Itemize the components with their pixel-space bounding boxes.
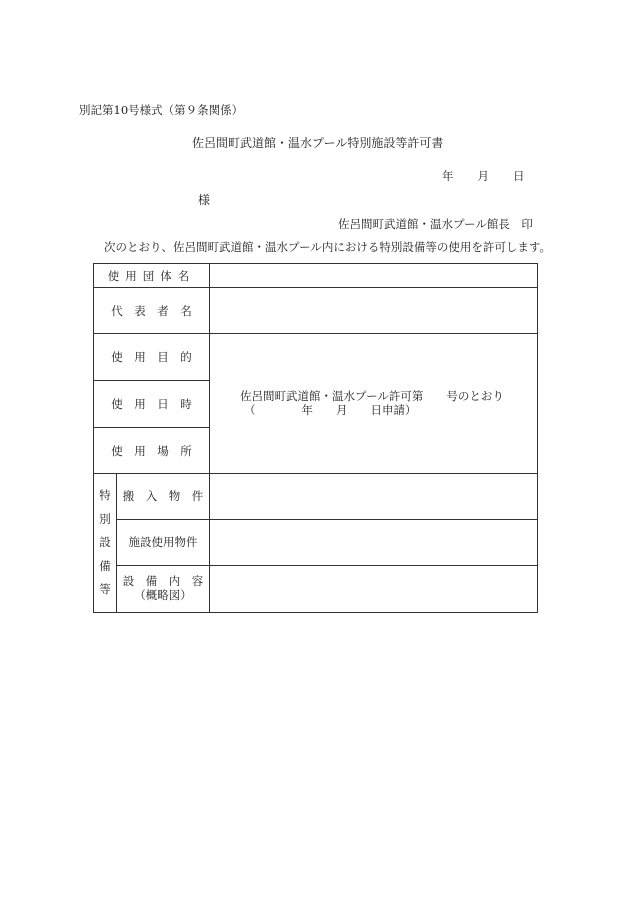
special-char-3: 設 xyxy=(99,535,111,550)
special-char-2: 別 xyxy=(99,511,111,526)
field-carry-in[interactable] xyxy=(210,474,538,520)
field-representative[interactable] xyxy=(210,288,538,334)
field-purpose-datetime-place[interactable] xyxy=(210,334,538,474)
field-org-name[interactable] xyxy=(210,264,538,288)
date-year: 年 xyxy=(442,169,454,183)
permit-reference-line: 佐呂間町武道館・温水プール許可第 号のとおり xyxy=(240,389,504,404)
addressee-suffix: 様 xyxy=(198,193,211,207)
issuer-name: 佐呂間町武道館・温水プール館長 印 xyxy=(338,217,533,231)
date-month: 月 xyxy=(477,169,489,183)
field-facility-use[interactable] xyxy=(210,520,538,566)
date-day: 日 xyxy=(513,169,525,183)
label-purpose: 使 用 目 的 xyxy=(94,334,210,381)
permit-form-table xyxy=(93,263,538,613)
label-equipment-content xyxy=(117,566,210,613)
date-line xyxy=(442,171,525,183)
label-facility-use: 施設使用物件 xyxy=(117,520,210,566)
label-special-equipment xyxy=(94,474,117,613)
equipment-content-text: 設 備 内 容 xyxy=(122,574,204,589)
label-org-name: 使用団体名 xyxy=(94,264,210,288)
label-place: 使 用 場 所 xyxy=(94,428,210,474)
special-char-4: 備 xyxy=(99,558,111,573)
label-carry-in: 搬 入 物 件 xyxy=(117,474,210,520)
equipment-content-sub: （概略図） xyxy=(134,588,192,602)
application-date-line: （ 年 月 日申請） xyxy=(244,402,417,417)
label-representative: 代 表 者 名 xyxy=(94,288,210,334)
body-text: 次のとおり、佐呂間町武道館・温水プール内における特別設備等の使用を許可します。 xyxy=(104,240,552,254)
special-char-1: 特 xyxy=(99,488,111,503)
field-equipment-content[interactable] xyxy=(210,566,538,613)
special-char-5: 等 xyxy=(99,582,111,597)
label-datetime: 使 用 日 時 xyxy=(94,381,210,428)
form-reference: 別記第10号様式（第９条関係） xyxy=(79,103,244,117)
document-title: 佐呂間町武道館・温水プール特別施設等許可書 xyxy=(192,136,444,150)
